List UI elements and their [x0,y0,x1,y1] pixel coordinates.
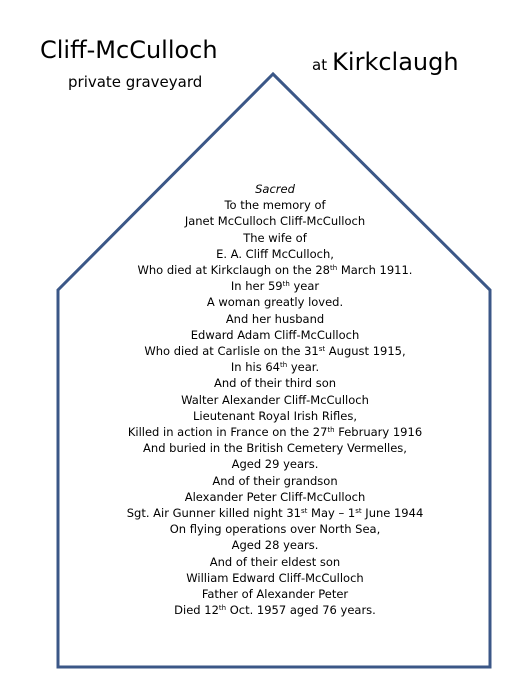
inscription-line: Aged 28 years. [231,538,319,553]
inscription-line: William Edward Cliff-McCulloch [186,570,364,585]
inscription-line: And of their third son [213,376,337,391]
page-subtitle: private graveyard [68,73,203,91]
inscription-line: Sacred [255,182,295,196]
inscription-line: To the memory of [224,198,326,213]
location-prefix: at [312,56,328,74]
location-name: Kirkclaugh [332,48,459,76]
page-title: Cliff-McCulloch [40,36,218,64]
inscription-line: In his 64th year. [230,360,320,375]
inscription-line: Who died at Kirkclaugh on the 28th March 1911. [137,263,413,278]
inscription-line: Killed in action in France on the 27th February 1916 [127,425,423,440]
inscription-line: Sgt. Air Gunner killed night 31st May – 1st June 1944 [126,506,424,521]
inscription-line: Father of Alexander Peter [201,587,349,602]
inscription-line: Aged 29 years. [231,457,319,472]
inscription-line: On flying operations over North Sea, [169,522,381,537]
inscription-line: E. A. Cliff McCulloch, [216,246,334,261]
inscription-line: A woman greatly loved. [206,295,344,310]
inscription-line: And of their grandson [212,473,338,488]
inscription-line: Who died at Carlisle on the 31st August 1915, [144,344,406,359]
inscription-line: Died 12th Oct. 1957 aged 76 years. [174,603,376,618]
inscription-line: The wife of [243,230,307,245]
inscription-line: In her 59th year [230,279,320,294]
inscription-line: Janet McCulloch Cliff-McCulloch [184,214,366,229]
inscription-line: Alexander Peter Cliff-McCulloch [184,489,366,504]
inscription-line: And her husband [225,311,325,326]
inscription-line: Lieutenant Royal Irish Rifles, [193,408,357,423]
inscription-line: And buried in the British Cemetery Vermelles, [143,441,407,456]
inscription-line: Edward Adam Cliff-McCulloch [190,327,360,342]
inscription-line: Walter Alexander Cliff-McCulloch [181,392,369,407]
inscription [75,181,475,618]
inscription-line: And of their eldest son [209,554,341,569]
